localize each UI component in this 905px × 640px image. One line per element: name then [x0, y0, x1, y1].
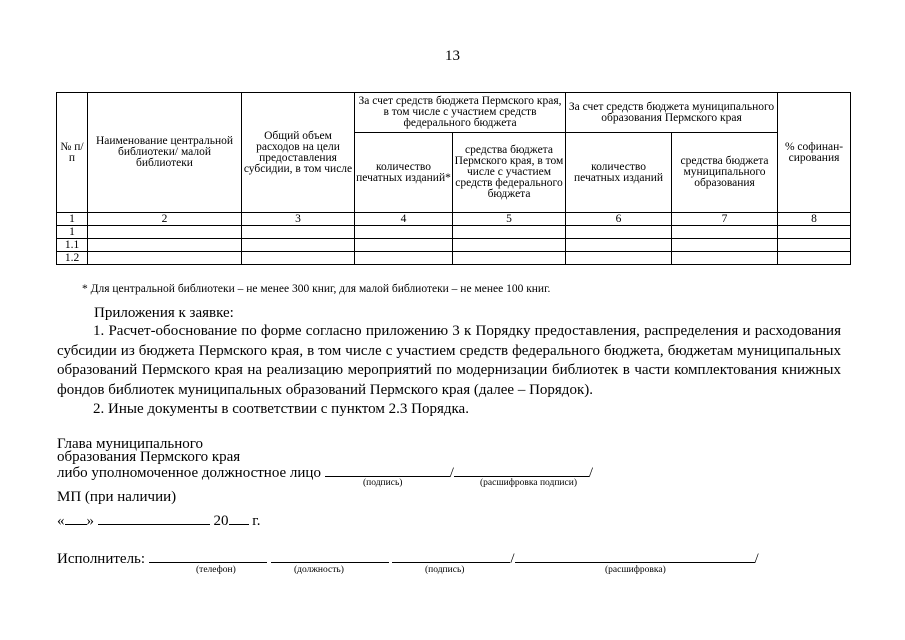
header-krai-funds: средства бюджета Пермского края, в том числе с участием средств федерального бюджета	[453, 133, 566, 213]
executor-line: Исполнитель: / /	[57, 551, 759, 567]
header-total-expenses: Общий объем расходов на цели предоставления субсидии, в том числе	[242, 93, 355, 213]
header-municipal-budget: За счет средств бюджета муниципального образования Пермского края	[566, 93, 778, 133]
column-number: 3	[242, 213, 355, 226]
caption-signature-decode: (расшифровка подписи)	[480, 478, 577, 488]
header-cofinancing-percent: % софинан-сирования	[778, 93, 851, 213]
header-krai-quantity: количество печатных изданий*	[355, 133, 453, 213]
attachments-list	[57, 322, 841, 420]
attachments-heading: Приложения к заявке:	[94, 305, 234, 321]
caption-executor-decode: (расшифровка)	[605, 565, 666, 575]
application-table	[56, 92, 851, 265]
header-library-name: Наименование центральной библиотеки/ малой библиотеки	[88, 93, 242, 213]
caption-position: (должность)	[294, 565, 344, 575]
year-blank	[229, 512, 249, 525]
executor-decode-blank	[515, 550, 755, 563]
executor-label: Исполнитель:	[57, 551, 146, 567]
table-row	[57, 226, 851, 239]
executor-signature-blank	[392, 550, 510, 563]
signature-blank	[325, 464, 450, 477]
page-number: 13	[445, 48, 460, 64]
column-number: 4	[355, 213, 453, 226]
caption-phone: (телефон)	[196, 565, 236, 575]
table-row	[57, 252, 851, 265]
column-number-row	[57, 213, 851, 226]
column-number: 8	[778, 213, 851, 226]
attachment-item-2: 2. Иные документы в соответствии с пунктом 2.3 Порядка.	[93, 401, 469, 417]
signature-decode-blank	[454, 464, 589, 477]
caption-signature: (подпись)	[363, 478, 403, 488]
column-number: 5	[453, 213, 566, 226]
signatory-line-2: образования Пермского края	[57, 449, 241, 465]
column-number: 2	[88, 213, 242, 226]
signatory-line-3: либо уполномоченное должностное лицо / /	[57, 465, 594, 481]
row-label: 1	[57, 226, 88, 239]
attachment-item-1: 1. Расчет-обоснование по форме согласно приложению 3 к Порядку предоставления, распределения и расходования субсидии из бюджета Пермского края, в том числе с участием средств федерального бюджета, бюджетам муниципальных образований Пермского края на реализацию мероприятий по модернизации библиотек в части комплектования книжных фондов библиотек муниципальных образований Пермского края (далее – Порядок).	[57, 323, 841, 398]
stamp-label: МП (при наличии)	[57, 489, 177, 505]
footnote: * Для центральной библиотеки – не менее 300 книг, для малой библиотеки – не менее 100 книг.	[82, 283, 551, 295]
position-blank	[271, 550, 389, 563]
month-blank	[98, 512, 210, 525]
table-row	[57, 239, 851, 252]
header-municipal-funds: средства бюджета муниципального образования	[672, 133, 778, 213]
header-krai-budget: За счет средств бюджета Пермского края, в том числе с участием средств федерального бюджета	[355, 93, 566, 133]
date-line: « » 20 г.	[57, 513, 261, 529]
signatory-title: либо уполномоченное должностное лицо	[57, 465, 321, 481]
day-blank	[65, 512, 87, 525]
column-number: 1	[57, 213, 88, 226]
column-number: 7	[672, 213, 778, 226]
column-number: 6	[566, 213, 672, 226]
header-number: № п/п	[57, 93, 88, 213]
caption-executor-signature: (подпись)	[425, 565, 465, 575]
row-label: 1.1	[57, 239, 88, 252]
header-municipal-quantity: количество печатных изданий	[566, 133, 672, 213]
row-label: 1.2	[57, 252, 88, 265]
signatory-line-1: Глава муниципального	[57, 436, 204, 452]
phone-blank	[149, 550, 267, 563]
